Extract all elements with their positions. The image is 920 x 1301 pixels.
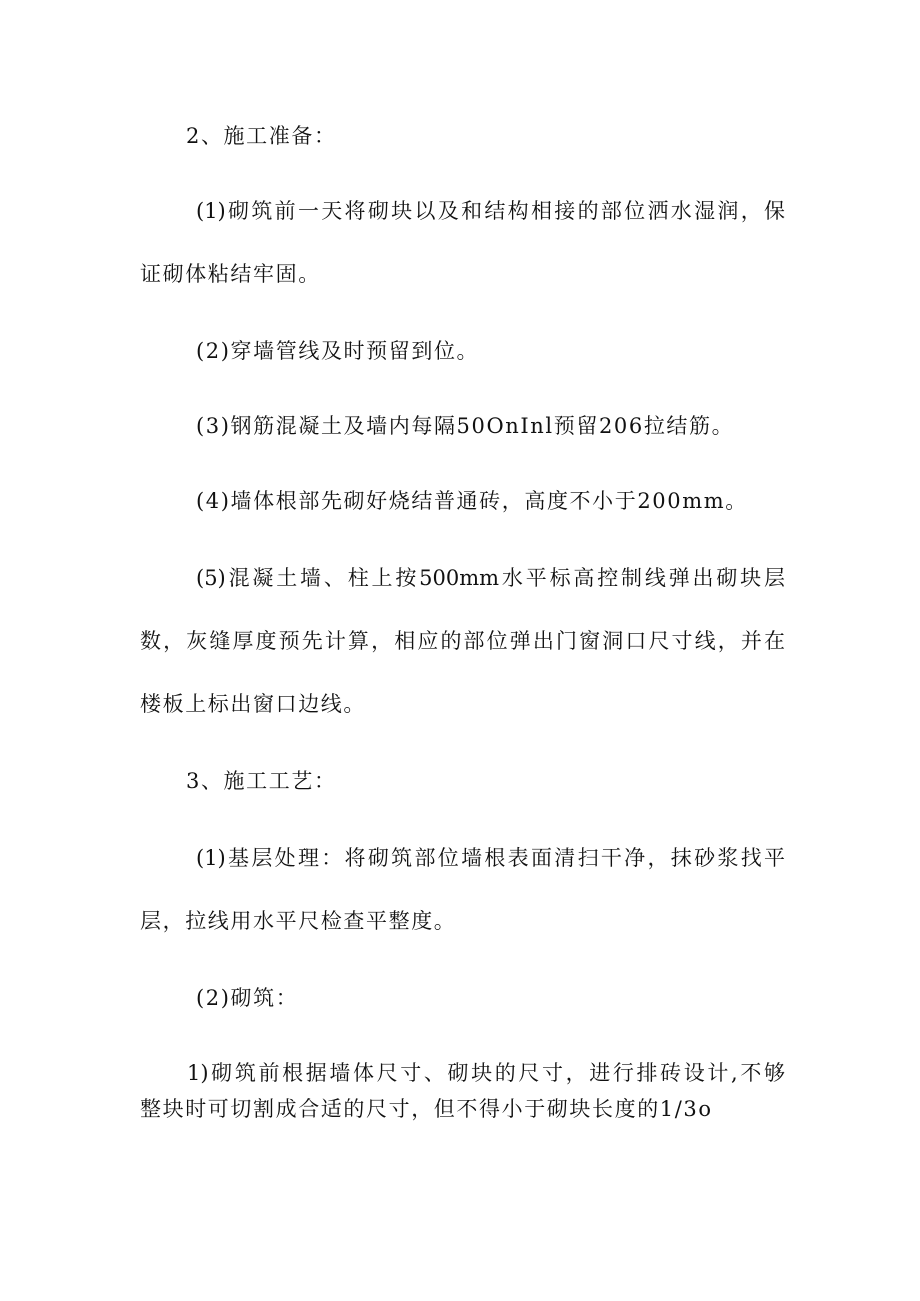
paragraph-proc-2: (2)砌筑： — [196, 986, 299, 1010]
paragraph-prep-1-line-1: (1)砌筑前一天将砌块以及和结构相接的部位洒水湿润，保 — [196, 199, 785, 223]
paragraph-prep-5-line-1: (5)混凝土墙、柱上按500mm水平标高控制线弹出砌块层 — [196, 566, 785, 590]
paragraph-proc-2-sub-1-line-1: 1)砌筑前根据墙体尺寸、砌块的尺寸，进行排砖设计,不够 — [187, 1061, 785, 1085]
paragraph-prep-5-line-3: 楼板上标出窗口边线。 — [140, 692, 366, 716]
paragraph-prep-3: (3)钢筋混凝土及墙内每隔50OnInl预留206拉结筋。 — [196, 414, 735, 438]
paragraph-proc-2-sub-1-line-2: 整块时可切割成合适的尺寸，但不得小于砌块长度的1/3o — [140, 1097, 713, 1121]
paragraph-proc-1-line-1: (1)基层处理：将砌筑部位墙根表面清扫干净，抹砂浆找平 — [196, 846, 785, 870]
paragraph-prep-2: (2)穿墙管线及时预留到位。 — [196, 339, 480, 363]
paragraph-prep-5-line-2: 数，灰缝厚度预先计算，相应的部位弹出门窗洞口尺寸线，并在 — [140, 629, 785, 653]
paragraph-prep-1-line-2: 证砌体粘结牢固。 — [140, 262, 321, 286]
paragraph-proc-1-line-2: 层，拉线用水平尺检查平整度。 — [140, 909, 457, 933]
paragraph-prep-4: (4)墙体根部先砌好烧结普通砖，高度不小于200mm。 — [196, 489, 748, 513]
section-heading-process: 3、施工工艺： — [186, 769, 337, 793]
section-heading-preparation: 2、施工准备： — [186, 124, 337, 148]
